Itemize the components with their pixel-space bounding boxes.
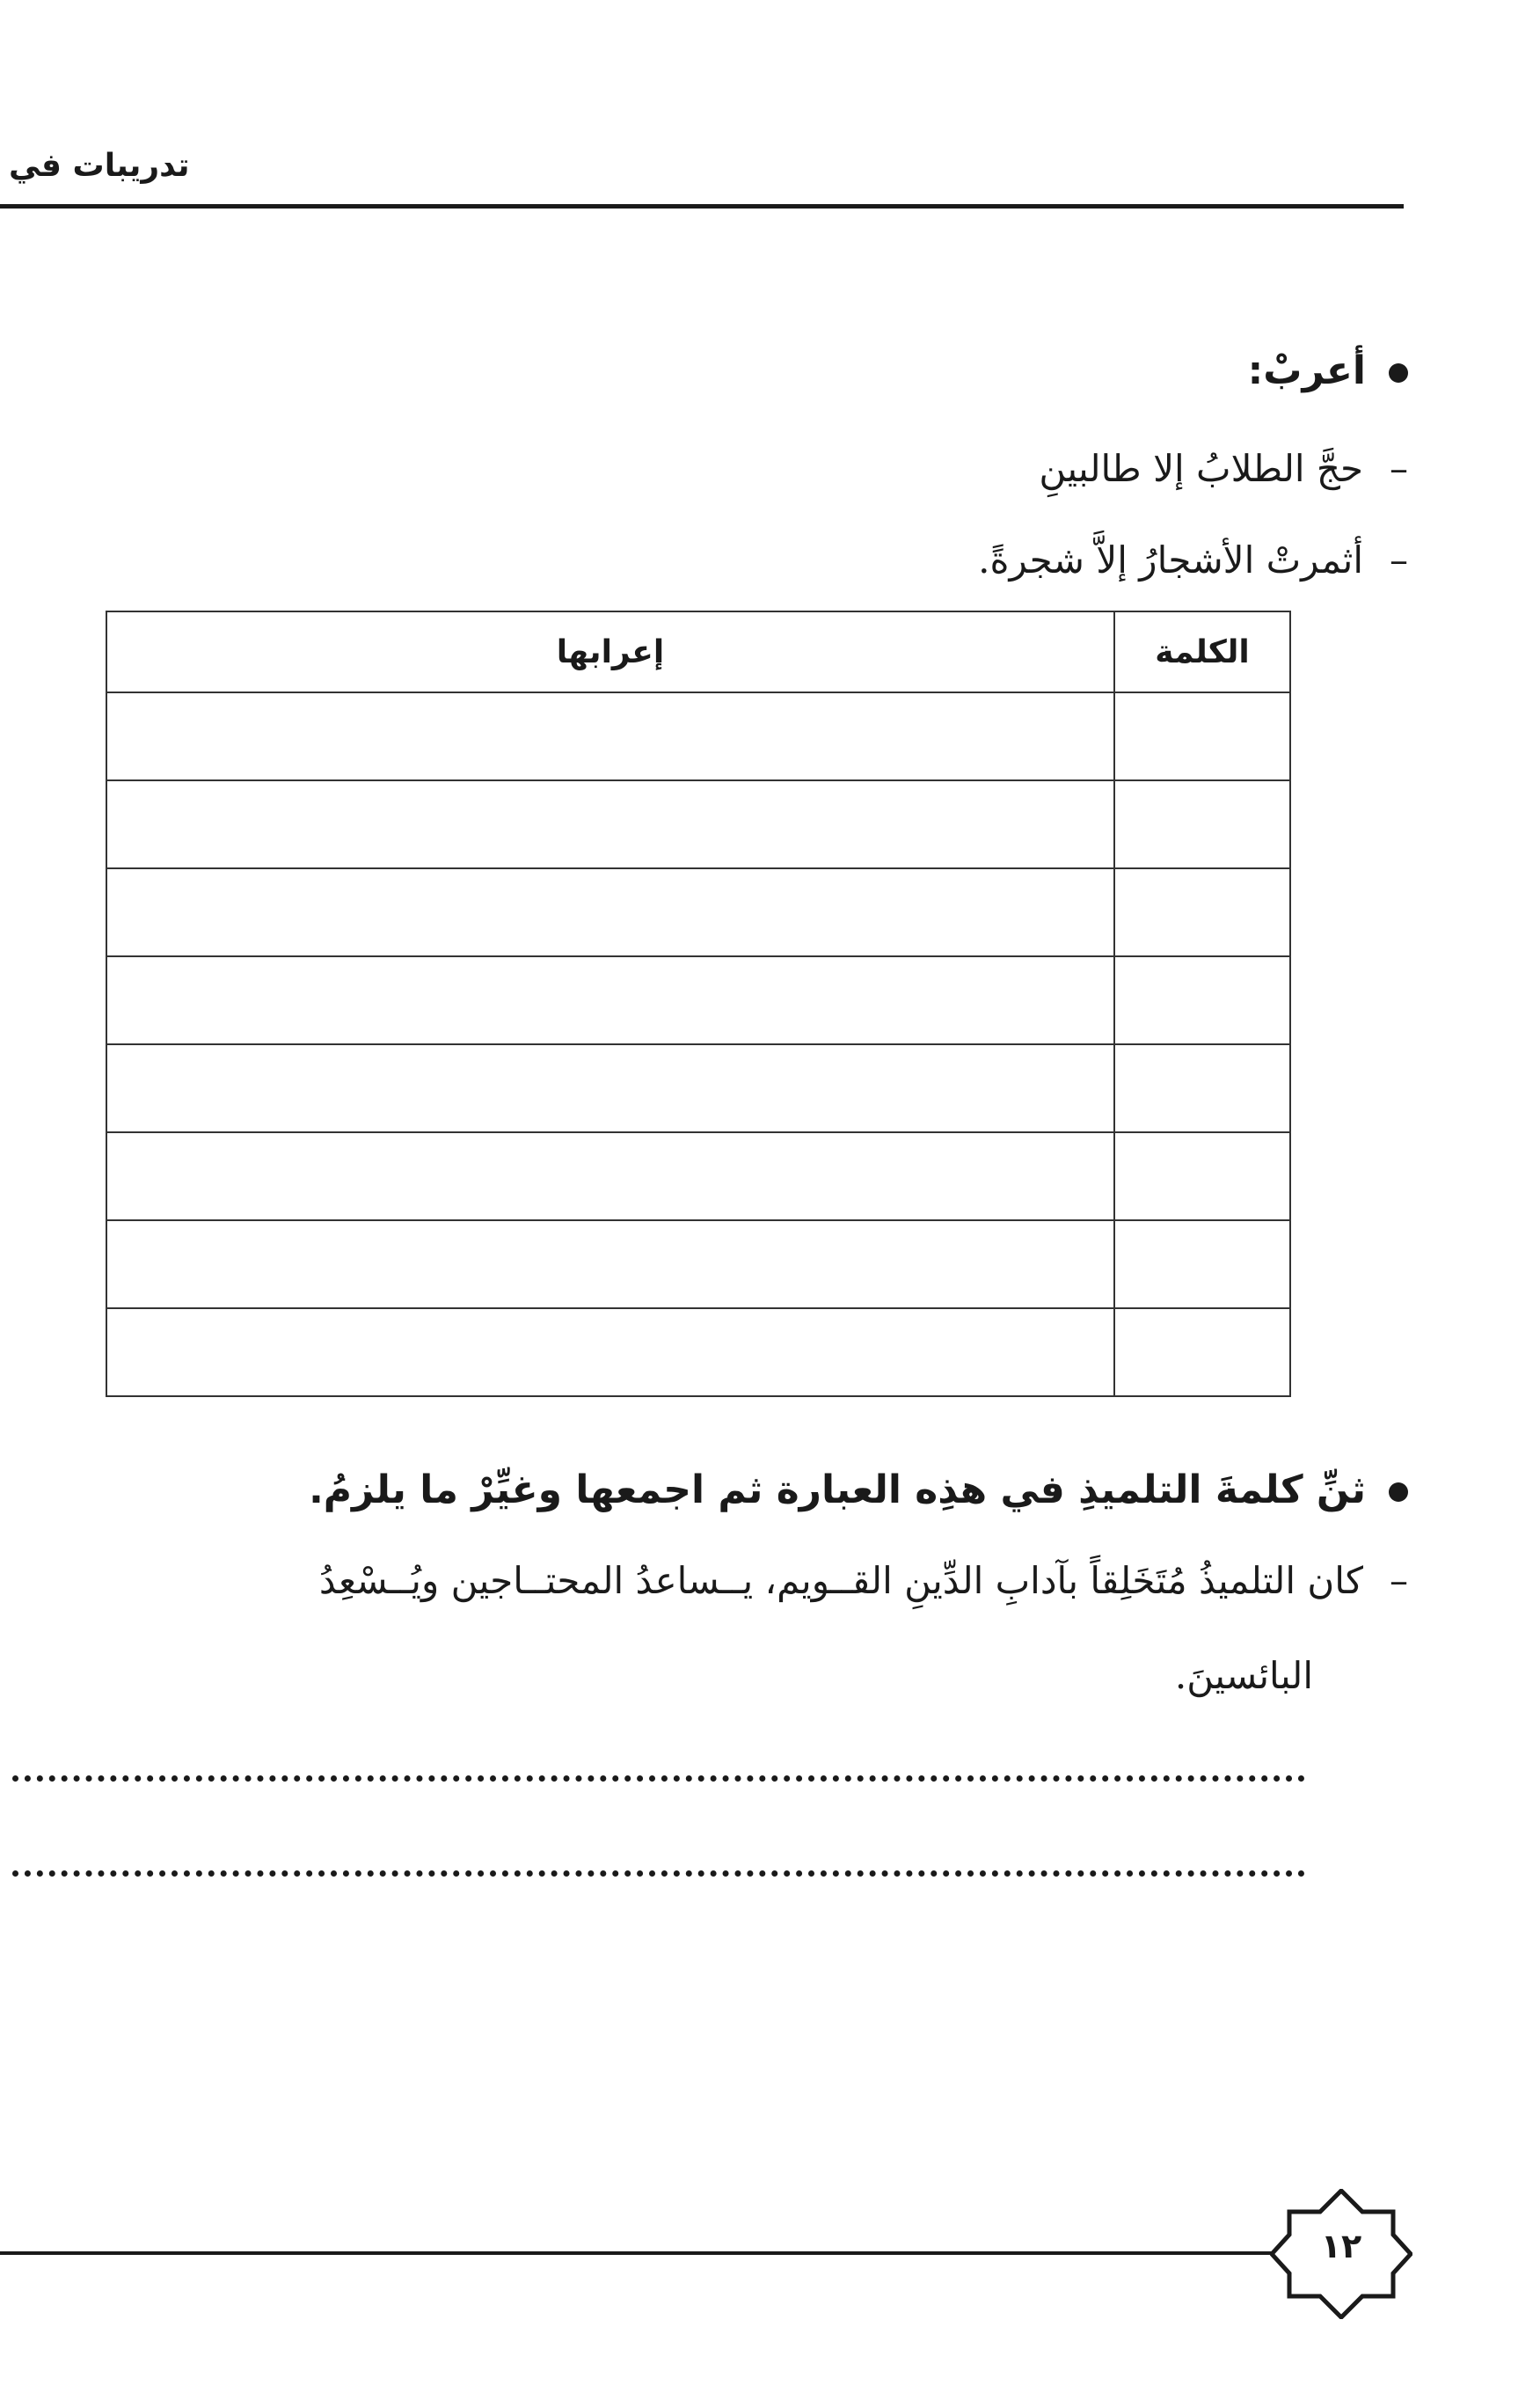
dash-icon: – xyxy=(1390,447,1408,490)
exercise-1-item-2: –أثمرتْ الأشجارُ إلاَّ شجرةً. xyxy=(978,538,1408,582)
word-cell[interactable] xyxy=(1114,780,1290,868)
table-row xyxy=(106,868,1290,956)
word-cell[interactable] xyxy=(1114,1044,1290,1132)
parsing-cell[interactable] xyxy=(106,780,1114,868)
parsing-cell[interactable] xyxy=(106,1044,1114,1132)
parsing-cell[interactable] xyxy=(106,692,1114,780)
table-row xyxy=(106,780,1290,868)
word-cell[interactable] xyxy=(1114,868,1290,956)
word-cell[interactable] xyxy=(1114,1308,1290,1396)
bullet-icon xyxy=(1389,363,1408,383)
parsing-cell[interactable] xyxy=(106,1132,1114,1220)
parsing-cell[interactable] xyxy=(106,868,1114,956)
column-header-word: الكلمة xyxy=(1114,611,1290,692)
table-row xyxy=(106,1132,1290,1220)
table-row xyxy=(106,1220,1290,1308)
exercise-2-sentence-line-2: البائسينَ. xyxy=(1174,1654,1313,1697)
footer-rule xyxy=(0,2251,1275,2255)
exercise-2-sentence-line-1: –كان التلميذُ مُتَخَلِقاً بآدابِ الدِّينِ القــويم، يــساعدُ المحتــاجين ويُــسْعِدُ xyxy=(318,1559,1408,1602)
table-row xyxy=(106,956,1290,1044)
table-row xyxy=(106,1308,1290,1396)
running-header-title: تدريبات في xyxy=(9,148,190,184)
exercise-1-instruction: أعربْ: xyxy=(1248,348,1408,393)
answer-line-1[interactable] xyxy=(12,1775,1305,1782)
parsing-cell[interactable] xyxy=(106,1220,1114,1308)
table-row xyxy=(106,692,1290,780)
exercise-1-item-1: –حجَّ الطلابُ إلا طالبينِ xyxy=(1039,447,1408,490)
word-cell[interactable] xyxy=(1114,1132,1290,1220)
exercise-2-instruction: ثنِّ كلمةَ التلميذِ في هذِه العبارة ثم اجمعها وغيِّرْ ما يلزمُ. xyxy=(309,1467,1408,1512)
word-cell[interactable] xyxy=(1114,692,1290,780)
answer-line-2[interactable] xyxy=(12,1870,1305,1877)
column-header-parsing: إعرابها xyxy=(106,611,1114,692)
dash-icon: – xyxy=(1390,1559,1408,1602)
word-cell[interactable] xyxy=(1114,956,1290,1044)
bullet-icon xyxy=(1389,1482,1408,1502)
parsing-cell[interactable] xyxy=(106,956,1114,1044)
dash-icon: – xyxy=(1390,538,1408,582)
word-cell[interactable] xyxy=(1114,1220,1290,1308)
parsing-cell[interactable] xyxy=(106,1308,1114,1396)
table-row xyxy=(106,1044,1290,1132)
page-number: ١٢ xyxy=(1320,2227,1362,2265)
parsing-table xyxy=(106,611,1291,1397)
table-body xyxy=(106,692,1290,1396)
header-rule xyxy=(0,204,1404,209)
